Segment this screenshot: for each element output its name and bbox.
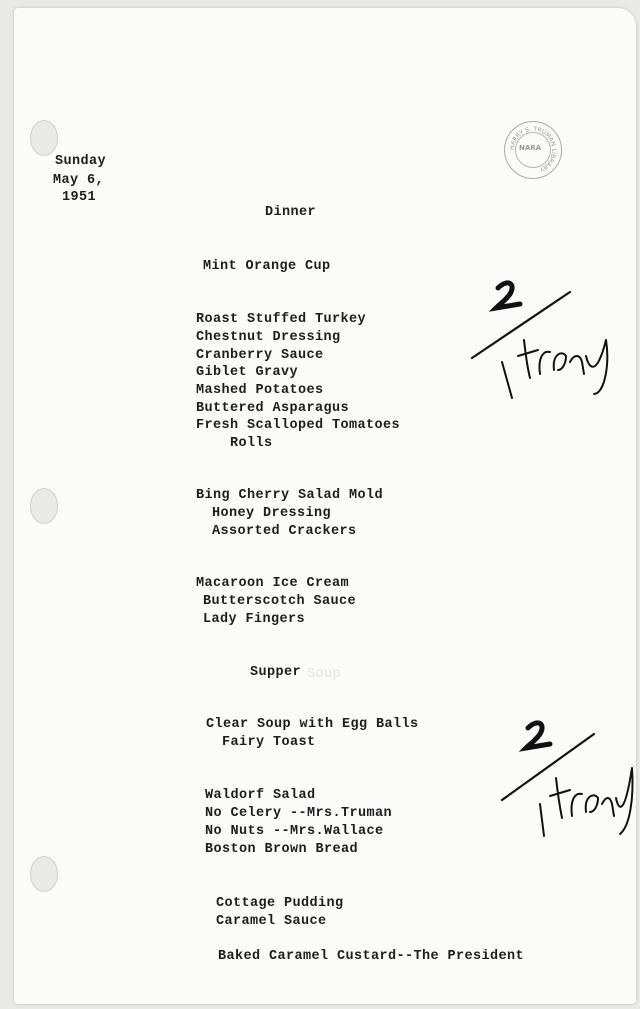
- supper-salad-item: No Nuts --Mrs.Wallace: [205, 824, 384, 839]
- dinner-salad-item: Bing Cherry Salad Mold: [196, 488, 384, 503]
- dinner-main-item: Roast Stuffed Turkey: [196, 312, 367, 327]
- punch-hole-middle: [30, 488, 58, 524]
- dinner-dessert-item: Lady Fingers: [203, 612, 306, 627]
- dinner-main-item: Fresh Scalloped Tomatoes: [196, 418, 401, 433]
- dinner-salad-item: Assorted Crackers: [212, 524, 357, 539]
- dinner-main-item: Mashed Potatoes: [196, 383, 324, 398]
- date-day: Sunday: [55, 154, 107, 169]
- date-year: 1951: [62, 190, 97, 205]
- supper-heading: Supper: [250, 665, 302, 680]
- dinner-appetizer: Mint Orange Cup: [203, 259, 331, 274]
- supper-soup-item: Clear Soup with Egg Balls: [206, 717, 419, 732]
- stamp-center-text: NARA: [519, 144, 542, 152]
- supper-dessert-item: Cottage Pudding: [216, 896, 344, 911]
- supper-soup-item: Fairy Toast: [222, 735, 316, 750]
- stamp-ring-text: HARRY S. TRUMAN LIBRARY: [509, 126, 557, 173]
- dinner-main-item: Giblet Gravy: [196, 365, 299, 380]
- supper-dessert-item: Caramel Sauce: [216, 914, 327, 929]
- supper-salad-item: Boston Brown Bread: [205, 842, 359, 857]
- handwritten-tray-note-supper: [498, 708, 638, 848]
- menu-page: [14, 8, 636, 1004]
- punch-hole-top: [30, 120, 58, 156]
- supper-salad-item: Waldorf Salad: [205, 788, 316, 803]
- dinner-main-item: Chestnut Dressing: [196, 330, 341, 345]
- dinner-heading: Dinner: [265, 205, 317, 220]
- date-month-day: May 6,: [53, 173, 105, 188]
- supper-bleed-text: Soup: [307, 667, 342, 682]
- handwritten-tray-note-dinner: [466, 270, 616, 400]
- dinner-dessert-item: Macaroon Ice Cream: [196, 576, 350, 591]
- dinner-main-item: Rolls: [230, 436, 273, 451]
- library-stamp-icon: [504, 121, 562, 179]
- supper-president-item: Baked Caramel Custard--The President: [218, 949, 525, 964]
- dinner-dessert-item: Butterscotch Sauce: [203, 594, 357, 609]
- dinner-main-item: Buttered Asparagus: [196, 401, 350, 416]
- dinner-main-item: Cranberry Sauce: [196, 348, 324, 363]
- dinner-salad-item: Honey Dressing: [212, 506, 332, 521]
- punch-hole-bottom: [30, 856, 58, 892]
- supper-salad-item: No Celery --Mrs.Truman: [205, 806, 393, 821]
